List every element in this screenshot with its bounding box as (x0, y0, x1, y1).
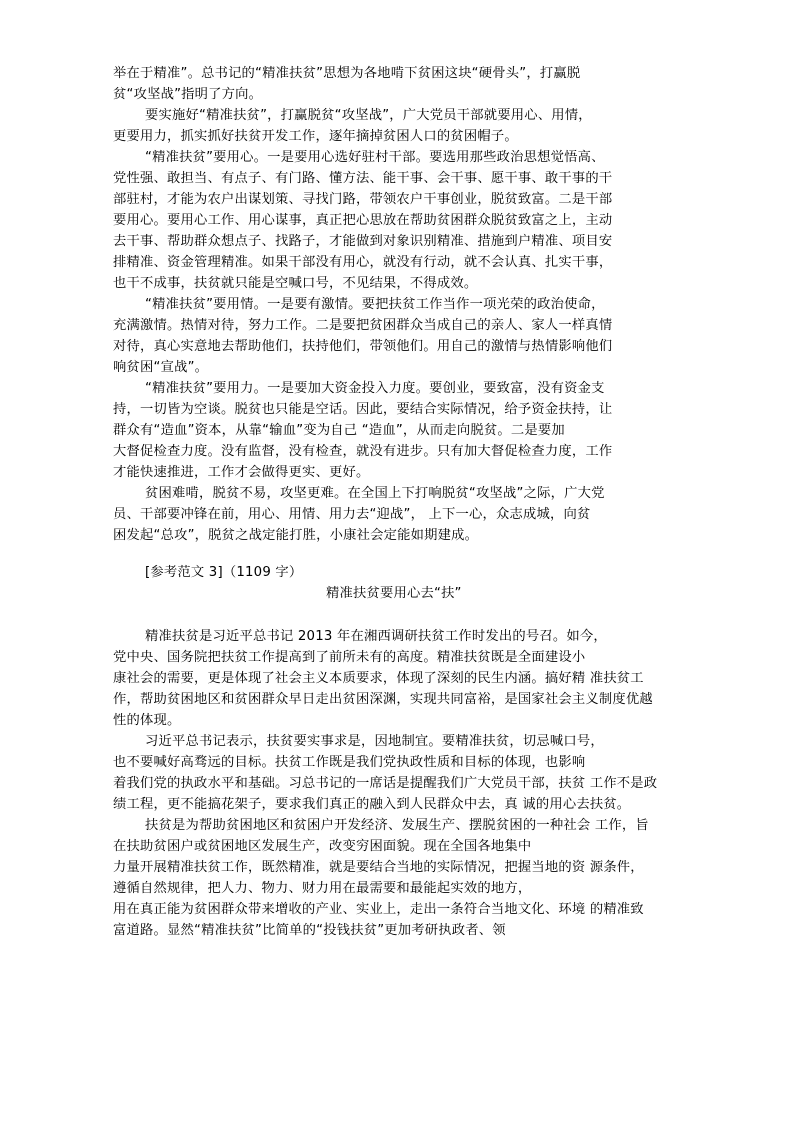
paragraph-line: 性的体现。 (113, 713, 181, 728)
paragraph-line: 排精准、资金管理精准。如果干部没有用心，就没有行动，就不会认真、扎实干事， (113, 255, 613, 270)
paragraph-line: 响贫困“宣战”。 (113, 360, 209, 375)
paragraph-line: 习近平总书记表示，扶贫要实事求是，因地制宜。要精准扶贫，切忌喊口号， (145, 734, 604, 749)
paragraph-line: 康社会的需要，更是体现了社会主义本质要求，体现了深刻的民生内涵。搞好精 准扶贫工 (113, 671, 644, 686)
paragraph-line: 着我们党的执政水平和基础。习总书记的一席话是提醒我们广大党员干部，扶贫 工作不是政 (113, 776, 658, 791)
paragraph-line: 党性强、敢担当、有点子、有门路、懂方法、能干事、会干事、愿干事、敢干事的干 (113, 171, 613, 186)
paragraph-line: 部驻村，才能为农户出谋划策、寻找门路，带领农户干事创业，脱贫致富。二是干部 (113, 192, 613, 207)
paragraph-line: 精准扶贫是习近平总书记 2013 年在湘西调研扶贫工作时发出的号召。如今， (145, 629, 607, 644)
paragraph-line: 举在于精准”。总书记的“精准扶贫”思想为各地啃下贫困这块“硬骨头”，打赢脱 (113, 66, 581, 81)
paragraph-line: 充满激情。热情对待，努力工作。二是要把贫困群众当成自己的亲人、家人一样真情 (113, 318, 613, 333)
paragraph-line: 力量开展精准扶贫工作，既然精准，就是要结合当地的实际情况，把握当地的资 源条件， (113, 860, 644, 875)
paragraph-line: 遵循自然规律，把人力、物力、财力用在最需要和最能起实效的地方， (113, 881, 532, 896)
paragraph-line: 也干不成事，扶贫就只能是空喊口号，不见结果，不得成效。 (113, 276, 478, 291)
paragraph-line: 群众有“造血”资本，从靠“输血”变为自己 “造血”，从而走向脱贫。二是要加 (113, 423, 565, 438)
paragraph-line: “精准扶贫”要用力。一是要加大资金投入力度。要创业，要致富，没有资金支 (145, 381, 605, 396)
paragraph-line: 持，一切皆为空谈。脱贫也只能是空话。因此，要结合实际情况，给予资金扶持，让 (113, 402, 613, 417)
paragraph-line: 对待，真心实意地去帮助他们，扶持他们，带领他们。用自己的激情与热情影响他们 (113, 339, 613, 354)
paragraph-line: 才能快速推进，工作才会做得更实、更好。 (113, 465, 370, 480)
paragraph-line: 贫困难啃，脱贫不易，攻坚更难。在全国上下打响脱贫“攻坚战”之际，广大党 (145, 486, 605, 501)
paragraph-line: 绩工程，更不能搞花架子，要求我们真正的融入到人民群众中去，真 诚的用心去扶贫。 (113, 797, 631, 812)
paragraph-line: 富道路。显然“精准扶贫”比简单的“投钱扶贫”更加考研执政者、领 (113, 923, 506, 938)
paragraph-line: 大督促检查力度。没有监督，没有检查，就没有进步。只有加大督促检查力度，工作 (113, 444, 613, 459)
essay-title: 精准扶贫要用心去“扶” (326, 586, 462, 601)
paragraph-line: 作，帮助贫困地区和贫困群众早日走出贫困深渊，实现共同富裕，是国家社会主义制度优越 (113, 692, 653, 707)
paragraph-line: “精准扶贫”要用心。一是要用心选好驻村干部。要选用那些政治思想觉悟高、 (145, 150, 605, 165)
paragraph-line: 去干事、帮助群众想点子、找路子，才能做到对象识别精准、措施到户精准、项目安 (113, 234, 613, 249)
paragraph-line: 员、干部要冲锋在前，用心、用情、用力去“迎战”， 上下一心，众志成城，向贫 (113, 507, 591, 522)
reference-heading: [参考范文 3]（1109 字） (145, 565, 303, 580)
paragraph-line: 要实施好“精准扶贫”，打赢脱贫“攻坚战”，广大党员干部就要用心、用情， (145, 108, 592, 123)
paragraph-line: 党中央、国务院把扶贫工作提高到了前所未有的高度。精准扶贫既是全面建设小 (113, 650, 586, 665)
paragraph-line: 要用心。要用心工作、用心谋事，真正把心思放在帮助贫困群众脱贫致富之上，主动 (113, 213, 613, 228)
paragraph-line: 扶贫是为帮助贫困地区和贫困户开发经济、发展生产、摆脱贫困的一种社会 工作，旨 (145, 818, 649, 833)
paragraph-line: 困发起“总攻”，脱贫之战定能打胜，小康社会定能如期建成。 (113, 528, 479, 543)
paragraph-line: 贫“攻坚战”指明了方向。 (113, 87, 263, 102)
paragraph-line: “精准扶贫”要用情。一是要有激情。要把扶贫工作当作一项光荣的政治使命， (145, 297, 605, 312)
paragraph-line: 也不要喊好高骛远的目标。扶贫工作既是我们党执政性质和目标的体现，也影响 (113, 755, 586, 770)
paragraph-line: 在扶助贫困户或贫困地区发展生产，改变穷困面貌。现在全国各地集中 (113, 839, 532, 854)
paragraph-line: 更要用力，抓实抓好扶贫开发工作，逐年摘掉贫困人口的贫困帽子。 (113, 129, 518, 144)
paragraph-line: 用在真正能为贫困群众带来增收的产业、实业上，走出一条符合当地文化、环境 的精准致 (113, 902, 644, 917)
